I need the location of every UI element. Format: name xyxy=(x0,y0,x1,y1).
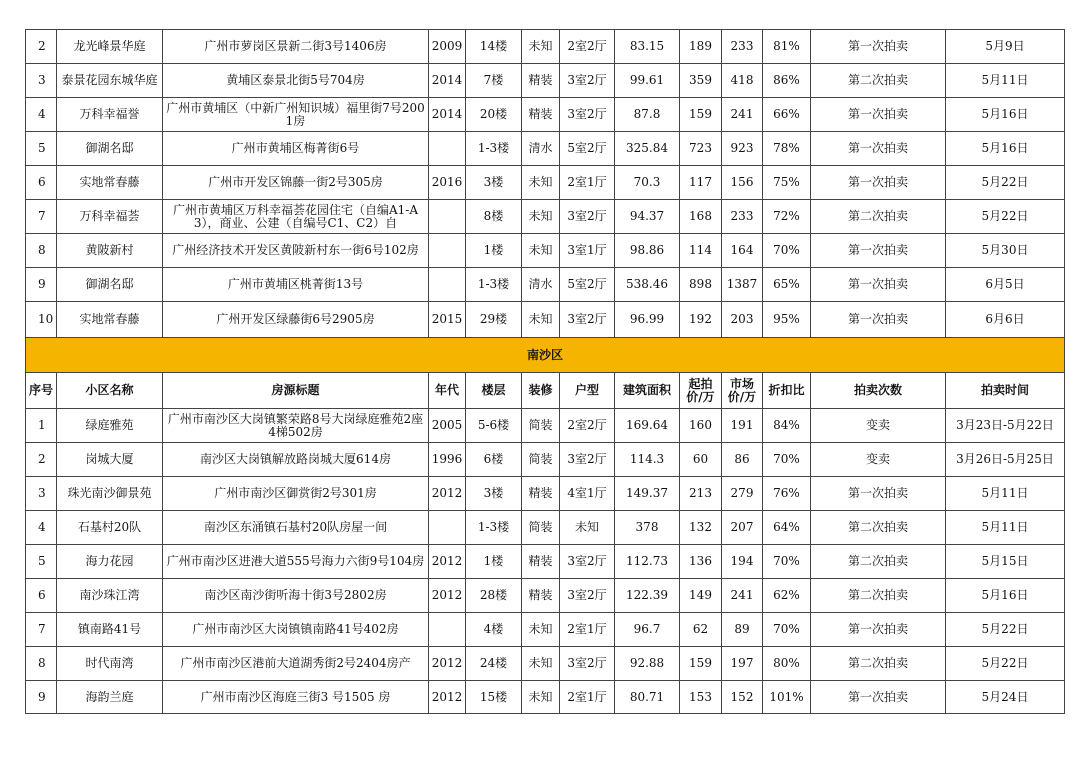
market-price-cell: 194 xyxy=(722,545,763,579)
table-row xyxy=(26,268,1065,302)
discount-ratio-cell: 70% xyxy=(763,234,811,268)
table-row xyxy=(26,647,1065,681)
listing-title-cell: 南沙区东涌镇石基村20队房屋一间 xyxy=(163,511,429,545)
discount-ratio-cell: 84% xyxy=(763,409,811,443)
row-index-header: 序号 xyxy=(26,373,57,409)
starting-price-cell: 62 xyxy=(680,613,722,647)
decoration-cell: 精装 xyxy=(522,477,560,511)
auction-date-cell: 5月22日 xyxy=(946,200,1065,234)
floor-cell: 6楼 xyxy=(466,443,522,477)
floor-cell: 3楼 xyxy=(466,477,522,511)
starting-price-cell: 159 xyxy=(680,647,722,681)
table-row xyxy=(26,613,1065,647)
auction-date-cell: 5月22日 xyxy=(946,166,1065,200)
floor-cell: 1楼 xyxy=(466,545,522,579)
listing-title-cell: 广州市南沙区港前大道湖秀街2号2404房产 xyxy=(163,647,429,681)
starting-price-cell: 189 xyxy=(680,30,722,64)
discount-ratio-cell: 66% xyxy=(763,98,811,132)
decoration-cell: 未知 xyxy=(522,613,560,647)
discount-ratio-cell: 80% xyxy=(763,647,811,681)
layout-cell: 2室1厅 xyxy=(560,613,615,647)
table-row xyxy=(26,409,1065,443)
layout-cell: 3室2厅 xyxy=(560,443,615,477)
table-row xyxy=(26,98,1065,132)
market-price-cell: 207 xyxy=(722,511,763,545)
decoration-cell: 未知 xyxy=(522,166,560,200)
auction-round-cell: 第一次拍卖 xyxy=(811,268,946,302)
decoration-header: 装修 xyxy=(522,373,560,409)
market-price-cell: 203 xyxy=(722,302,763,338)
community-name-cell: 石基村20队 xyxy=(57,511,163,545)
decoration-cell: 精装 xyxy=(522,545,560,579)
decoration-cell: 未知 xyxy=(522,234,560,268)
row-index-cell: 6 xyxy=(26,166,57,200)
community-name-cell: 镇南路41号 xyxy=(57,613,163,647)
discount-ratio-cell: 81% xyxy=(763,30,811,64)
layout-cell: 5室2厅 xyxy=(560,268,615,302)
community-name-cell: 珠光南沙御景苑 xyxy=(57,477,163,511)
row-index-cell: 5 xyxy=(26,132,57,166)
table-row xyxy=(26,545,1065,579)
community-name-cell: 御湖名邸 xyxy=(57,268,163,302)
auction-date-cell: 5月9日 xyxy=(946,30,1065,64)
decoration-cell: 精装 xyxy=(522,98,560,132)
table-row xyxy=(26,30,1065,64)
auction-round-cell: 第二次拍卖 xyxy=(811,200,946,234)
listing-title-cell: 广州市黄埔区（中新广州知识城）福里街7号2001房 xyxy=(163,98,429,132)
floor-cell: 1-3楼 xyxy=(466,132,522,166)
starting-price-header: 起拍价/万 xyxy=(680,373,722,409)
auction-date-cell: 5月24日 xyxy=(946,681,1065,714)
layout-cell: 4室1厅 xyxy=(560,477,615,511)
community-name-cell: 时代南湾 xyxy=(57,647,163,681)
row-index-cell: 7 xyxy=(26,200,57,234)
decoration-cell: 未知 xyxy=(522,647,560,681)
build-year-cell xyxy=(429,613,466,647)
listing-title-cell: 广州开发区绿藤街6号2905房 xyxy=(163,302,429,338)
auction-round-cell: 第一次拍卖 xyxy=(811,681,946,714)
discount-ratio-cell: 62% xyxy=(763,579,811,613)
table-row xyxy=(26,579,1065,613)
floor-area-cell: 538.46 xyxy=(615,268,680,302)
auction-date-cell: 5月16日 xyxy=(946,132,1065,166)
layout-cell: 3室2厅 xyxy=(560,579,615,613)
community-name-cell: 南沙珠江湾 xyxy=(57,579,163,613)
floor-cell: 15楼 xyxy=(466,681,522,714)
auction-date-cell: 5月16日 xyxy=(946,579,1065,613)
auction-round-cell: 第二次拍卖 xyxy=(811,511,946,545)
community-name-cell: 实地常春藤 xyxy=(57,166,163,200)
row-index-cell: 3 xyxy=(26,477,57,511)
floor-area-cell: 96.99 xyxy=(615,302,680,338)
starting-price-cell: 359 xyxy=(680,64,722,98)
market-price-cell: 241 xyxy=(722,98,763,132)
build-year-cell: 2012 xyxy=(429,477,466,511)
build-year-cell: 2009 xyxy=(429,30,466,64)
discount-ratio-cell: 64% xyxy=(763,511,811,545)
auction-round-cell: 第二次拍卖 xyxy=(811,545,946,579)
table-row xyxy=(26,64,1065,98)
listing-title-cell: 广州市南沙区进港大道555号海力六街9号104房 xyxy=(163,545,429,579)
discount-ratio-cell: 70% xyxy=(763,613,811,647)
build-year-cell: 1996 xyxy=(429,443,466,477)
layout-cell: 3室2厅 xyxy=(560,545,615,579)
floor-cell: 3楼 xyxy=(466,166,522,200)
auction-date-cell: 5月22日 xyxy=(946,613,1065,647)
row-index-cell: 4 xyxy=(26,511,57,545)
floor-cell: 14楼 xyxy=(466,30,522,64)
auction-round-cell: 第一次拍卖 xyxy=(811,132,946,166)
community-name-cell: 御湖名邸 xyxy=(57,132,163,166)
floor-header: 楼层 xyxy=(466,373,522,409)
floor-area-cell: 122.39 xyxy=(615,579,680,613)
floor-cell: 7楼 xyxy=(466,64,522,98)
discount-ratio-cell: 72% xyxy=(763,200,811,234)
floor-area-cell: 378 xyxy=(615,511,680,545)
auction-date-cell: 5月11日 xyxy=(946,511,1065,545)
listing-title-cell: 广州市南沙区海庭三街3 号1505 房 xyxy=(163,681,429,714)
decoration-cell: 简装 xyxy=(522,409,560,443)
market-price-cell: 418 xyxy=(722,64,763,98)
starting-price-cell: 153 xyxy=(680,681,722,714)
auction-table xyxy=(25,29,1065,714)
listing-title-cell: 广州市南沙区大岗镇繁荣路8号大岗绿庭雅苑2座4梯502房 xyxy=(163,409,429,443)
row-index-cell: 4 xyxy=(26,98,57,132)
build-year-cell: 2012 xyxy=(429,545,466,579)
decoration-cell: 未知 xyxy=(522,30,560,64)
market-price-cell: 1387 xyxy=(722,268,763,302)
layout-header: 户型 xyxy=(560,373,615,409)
starting-price-cell: 117 xyxy=(680,166,722,200)
market-price-header: 市场价/万 xyxy=(722,373,763,409)
build-year-cell: 2012 xyxy=(429,681,466,714)
build-year-cell: 2014 xyxy=(429,64,466,98)
market-price-cell: 191 xyxy=(722,409,763,443)
table-row xyxy=(26,234,1065,268)
market-price-cell: 279 xyxy=(722,477,763,511)
table-row xyxy=(26,166,1065,200)
discount-ratio-cell: 75% xyxy=(763,166,811,200)
column-header-row xyxy=(26,373,1065,409)
table-row xyxy=(26,681,1065,714)
floor-area-cell: 92.88 xyxy=(615,647,680,681)
auction-date-cell: 5月11日 xyxy=(946,64,1065,98)
row-index-cell: 2 xyxy=(26,443,57,477)
discount-ratio-cell: 86% xyxy=(763,64,811,98)
build-year-cell xyxy=(429,511,466,545)
auction-round-cell: 第二次拍卖 xyxy=(811,64,946,98)
build-year-cell: 2012 xyxy=(429,579,466,613)
starting-price-cell: 213 xyxy=(680,477,722,511)
discount-ratio-cell: 101% xyxy=(763,681,811,714)
community-name-cell: 实地常春藤 xyxy=(57,302,163,338)
layout-cell: 2室2厅 xyxy=(560,30,615,64)
starting-price-cell: 898 xyxy=(680,268,722,302)
auction-date-cell: 5月22日 xyxy=(946,647,1065,681)
market-price-cell: 233 xyxy=(722,30,763,64)
listing-title-cell: 广州经济技术开发区黄陂新村东一街6号102房 xyxy=(163,234,429,268)
floor-cell: 20楼 xyxy=(466,98,522,132)
build-year-cell xyxy=(429,234,466,268)
floor-area-cell: 325.84 xyxy=(615,132,680,166)
table-row xyxy=(26,200,1065,234)
auction-date-cell: 3月23日-5月22日 xyxy=(946,409,1065,443)
auction-round-header: 拍卖次数 xyxy=(811,373,946,409)
listing-title-cell: 黄埔区泰景北街5号704房 xyxy=(163,64,429,98)
layout-cell: 3室2厅 xyxy=(560,98,615,132)
market-price-cell: 233 xyxy=(722,200,763,234)
floor-cell: 24楼 xyxy=(466,647,522,681)
market-price-cell: 156 xyxy=(722,166,763,200)
floor-area-cell: 169.64 xyxy=(615,409,680,443)
market-price-cell: 197 xyxy=(722,647,763,681)
layout-cell: 5室2厅 xyxy=(560,132,615,166)
auction-round-cell: 第一次拍卖 xyxy=(811,477,946,511)
row-index-cell: 7 xyxy=(26,613,57,647)
build-year-cell: 2005 xyxy=(429,409,466,443)
floor-area-cell: 94.37 xyxy=(615,200,680,234)
starting-price-cell: 136 xyxy=(680,545,722,579)
auction-round-cell: 第一次拍卖 xyxy=(811,302,946,338)
layout-cell: 3室2厅 xyxy=(560,200,615,234)
community-name-header: 小区名称 xyxy=(57,373,163,409)
layout-cell: 3室1厅 xyxy=(560,234,615,268)
auction-round-cell: 第一次拍卖 xyxy=(811,166,946,200)
build-year-cell xyxy=(429,200,466,234)
row-index-cell: 3 xyxy=(26,64,57,98)
community-name-cell: 万科幸福荟 xyxy=(57,200,163,234)
market-price-cell: 152 xyxy=(722,681,763,714)
table-row xyxy=(26,443,1065,477)
decoration-cell: 清水 xyxy=(522,132,560,166)
discount-ratio-cell: 78% xyxy=(763,132,811,166)
floor-area-cell: 80.71 xyxy=(615,681,680,714)
layout-cell: 3室2厅 xyxy=(560,64,615,98)
listing-title-cell: 南沙区大岗镇解放路岗城大厦614房 xyxy=(163,443,429,477)
floor-cell: 29楼 xyxy=(466,302,522,338)
floor-cell: 1楼 xyxy=(466,234,522,268)
starting-price-cell: 723 xyxy=(680,132,722,166)
community-name-cell: 泰景花园东城华庭 xyxy=(57,64,163,98)
build-year-cell xyxy=(429,132,466,166)
listing-title-cell: 广州市萝岗区景新二街3号1406房 xyxy=(163,30,429,64)
build-year-cell: 2016 xyxy=(429,166,466,200)
table-row xyxy=(26,302,1065,338)
row-index-cell: 5 xyxy=(26,545,57,579)
starting-price-cell: 149 xyxy=(680,579,722,613)
community-name-cell: 龙光峰景华庭 xyxy=(57,30,163,64)
community-name-cell: 海韵兰庭 xyxy=(57,681,163,714)
district-section xyxy=(26,338,1065,373)
auction-round-cell: 第一次拍卖 xyxy=(811,30,946,64)
community-name-cell: 黄陂新村 xyxy=(57,234,163,268)
market-price-cell: 241 xyxy=(722,579,763,613)
market-price-cell: 89 xyxy=(722,613,763,647)
starting-price-cell: 168 xyxy=(680,200,722,234)
auction-date-cell: 5月15日 xyxy=(946,545,1065,579)
market-price-cell: 164 xyxy=(722,234,763,268)
district-title: 南沙区 xyxy=(26,338,1065,373)
listing-title-cell: 南沙区南沙街听海十街3号2802房 xyxy=(163,579,429,613)
floor-area-cell: 98.86 xyxy=(615,234,680,268)
floor-cell: 1-3楼 xyxy=(466,268,522,302)
auction-round-cell: 第一次拍卖 xyxy=(811,98,946,132)
header-rows xyxy=(26,373,1065,409)
auction-date-cell: 5月16日 xyxy=(946,98,1065,132)
community-name-cell: 岗城大厦 xyxy=(57,443,163,477)
decoration-cell: 清水 xyxy=(522,268,560,302)
row-index-cell: 6 xyxy=(26,579,57,613)
auction-date-cell: 3月26日-5月25日 xyxy=(946,443,1065,477)
nansha-rows xyxy=(26,409,1065,714)
floor-cell: 4楼 xyxy=(466,613,522,647)
decoration-cell: 未知 xyxy=(522,200,560,234)
layout-cell: 未知 xyxy=(560,511,615,545)
row-index-cell: 8 xyxy=(26,234,57,268)
decoration-cell: 精装 xyxy=(522,579,560,613)
listing-title-cell: 广州市南沙区御赏街2号301房 xyxy=(163,477,429,511)
discount-ratio-cell: 70% xyxy=(763,545,811,579)
auction-round-cell: 变卖 xyxy=(811,409,946,443)
auction-date-header: 拍卖时间 xyxy=(946,373,1065,409)
starting-price-cell: 160 xyxy=(680,409,722,443)
decoration-cell: 精装 xyxy=(522,64,560,98)
decoration-cell: 简装 xyxy=(522,443,560,477)
decoration-cell: 简装 xyxy=(522,511,560,545)
community-name-cell: 海力花园 xyxy=(57,545,163,579)
table-row xyxy=(26,132,1065,166)
table-row xyxy=(26,477,1065,511)
discount-ratio-header: 折扣比 xyxy=(763,373,811,409)
layout-cell: 2室1厅 xyxy=(560,166,615,200)
starting-price-cell: 132 xyxy=(680,511,722,545)
decoration-cell: 未知 xyxy=(522,681,560,714)
auction-round-cell: 第一次拍卖 xyxy=(811,613,946,647)
floor-area-header: 建筑面积 xyxy=(615,373,680,409)
layout-cell: 2室1厅 xyxy=(560,681,615,714)
starting-price-cell: 159 xyxy=(680,98,722,132)
floor-area-cell: 87.8 xyxy=(615,98,680,132)
layout-cell: 3室2厅 xyxy=(560,647,615,681)
listing-title-cell: 广州市南沙区大岗镇镇南路41号402房 xyxy=(163,613,429,647)
discount-ratio-cell: 76% xyxy=(763,477,811,511)
starting-price-cell: 60 xyxy=(680,443,722,477)
market-price-cell: 923 xyxy=(722,132,763,166)
row-index-cell: 2 xyxy=(26,30,57,64)
row-index-cell: 10 xyxy=(26,302,57,338)
auction-date-cell: 6月5日 xyxy=(946,268,1065,302)
listing-title-cell: 广州市黄埔区桃菁街13号 xyxy=(163,268,429,302)
floor-cell: 5-6楼 xyxy=(466,409,522,443)
discount-ratio-cell: 65% xyxy=(763,268,811,302)
auction-round-cell: 第一次拍卖 xyxy=(811,234,946,268)
decoration-cell: 未知 xyxy=(522,302,560,338)
floor-area-cell: 70.3 xyxy=(615,166,680,200)
district-banner-row xyxy=(26,338,1065,373)
community-name-cell: 万科幸福誉 xyxy=(57,98,163,132)
floor-area-cell: 114.3 xyxy=(615,443,680,477)
layout-cell: 3室2厅 xyxy=(560,302,615,338)
build-year-cell xyxy=(429,268,466,302)
floor-cell: 8楼 xyxy=(466,200,522,234)
market-price-cell: 86 xyxy=(722,443,763,477)
auction-date-cell: 5月11日 xyxy=(946,477,1065,511)
listing-title-header: 房源标题 xyxy=(163,373,429,409)
build-year-cell: 2014 xyxy=(429,98,466,132)
row-index-cell: 9 xyxy=(26,268,57,302)
community-name-cell: 绿庭雅苑 xyxy=(57,409,163,443)
row-index-cell: 1 xyxy=(26,409,57,443)
huangpu-rows xyxy=(26,30,1065,338)
listing-title-cell: 广州市黄埔区梅菁街6号 xyxy=(163,132,429,166)
table-row xyxy=(26,511,1065,545)
floor-area-cell: 83.15 xyxy=(615,30,680,64)
floor-area-cell: 149.37 xyxy=(615,477,680,511)
auction-date-cell: 6月6日 xyxy=(946,302,1065,338)
floor-area-cell: 99.61 xyxy=(615,64,680,98)
floor-area-cell: 112.73 xyxy=(615,545,680,579)
layout-cell: 2室2厅 xyxy=(560,409,615,443)
starting-price-cell: 192 xyxy=(680,302,722,338)
build-year-header: 年代 xyxy=(429,373,466,409)
build-year-cell: 2015 xyxy=(429,302,466,338)
starting-price-cell: 114 xyxy=(680,234,722,268)
auction-date-cell: 5月30日 xyxy=(946,234,1065,268)
auction-round-cell: 变卖 xyxy=(811,443,946,477)
discount-ratio-cell: 70% xyxy=(763,443,811,477)
auction-round-cell: 第二次拍卖 xyxy=(811,647,946,681)
discount-ratio-cell: 95% xyxy=(763,302,811,338)
listing-title-cell: 广州市黄埔区万科幸福荟花园住宅（自编A1-A3），商业、公建（自编号C1、C2）自 xyxy=(163,200,429,234)
auction-round-cell: 第二次拍卖 xyxy=(811,579,946,613)
floor-cell: 28楼 xyxy=(466,579,522,613)
build-year-cell: 2012 xyxy=(429,647,466,681)
row-index-cell: 9 xyxy=(26,681,57,714)
floor-area-cell: 96.7 xyxy=(615,613,680,647)
row-index-cell: 8 xyxy=(26,647,57,681)
floor-cell: 1-3楼 xyxy=(466,511,522,545)
listing-title-cell: 广州市开发区锦藤一街2号305房 xyxy=(163,166,429,200)
